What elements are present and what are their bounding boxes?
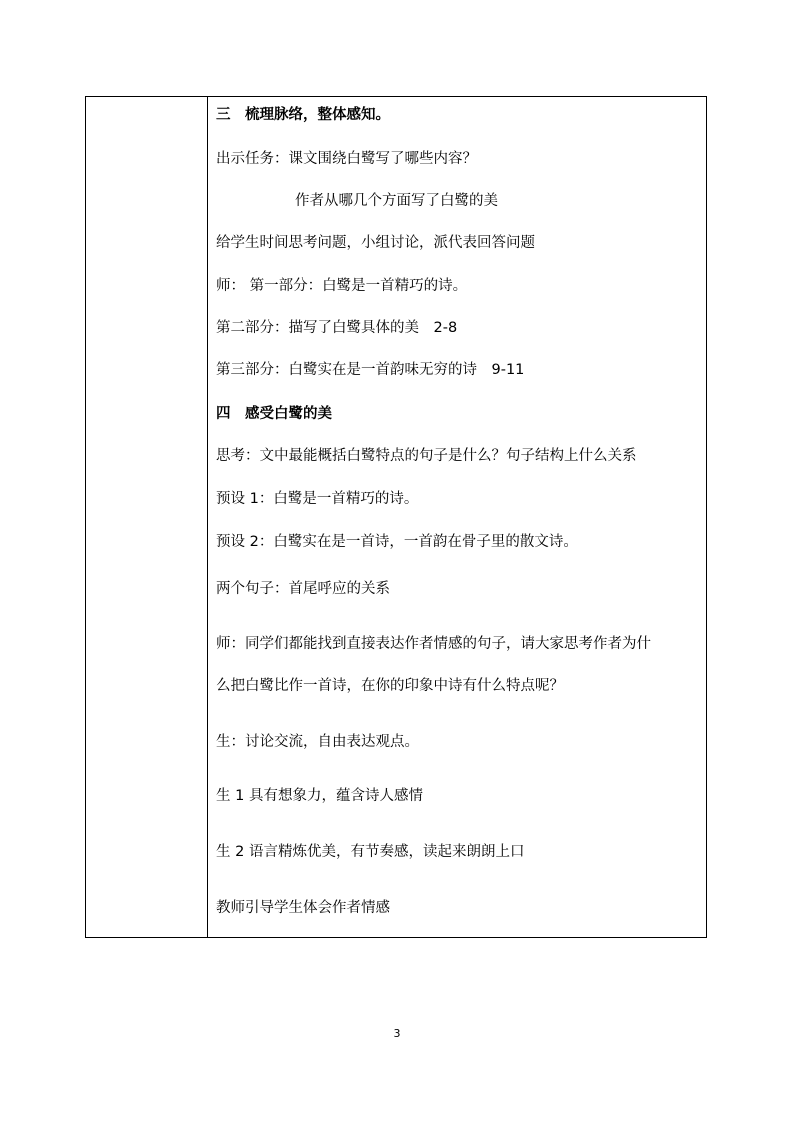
student-two-answer: 生 2 语言精炼优美，有节奏感，读起来朗朗上口 <box>216 844 525 860</box>
discussion-line: 给学生时间思考问题，小组讨论，派代表回答问题 <box>216 235 535 251</box>
teacher-part-one: 师： 第一部分：白鹭是一首精巧的诗。 <box>216 278 468 294</box>
part-two-line: 第二部分：描写了白鹭具体的美 2-8 <box>216 320 458 336</box>
student-discussion: 生：讨论交流，自由表达观点。 <box>216 734 419 750</box>
student-one-answer: 生 1 具有想象力，蕴含诗人感情 <box>216 788 423 804</box>
teacher-guidance: 教师引导学生体会作者情感 <box>216 900 390 916</box>
section-heading-four: 四 感受白鹭的美 <box>216 406 332 422</box>
preset-two: 预设 2：白鹭实在是一首诗，一首韵在骨子里的散文诗。 <box>216 534 578 550</box>
content-column-cell <box>208 97 706 937</box>
thinking-question: 思考：文中最能概括白鹭特点的句子是什么？句子结构上什么关系 <box>216 448 637 464</box>
part-three-line: 第三部分：白鹭实在是一首韵味无穷的诗 9-11 <box>216 362 525 378</box>
page-number: 3 <box>393 1027 401 1040</box>
left-column-cell <box>86 97 208 937</box>
task-line-continued: 作者从哪几个方面写了白鹭的美 <box>295 193 498 209</box>
preset-one: 预设 1：白鹭是一首精巧的诗。 <box>216 491 419 507</box>
lesson-plan-table <box>85 96 707 938</box>
task-line: 出示任务：课文围绕白鹭写了哪些内容？ <box>216 151 477 167</box>
teacher-question-line-2: 么把白鹭比作一首诗，在你的印象中诗有什么特点呢？ <box>216 678 564 694</box>
teacher-question-line-1: 师：同学们都能找到直接表达作者情感的句子，请大家思考作者为什 <box>216 636 651 652</box>
sentence-relation: 两个句子：首尾呼应的关系 <box>216 581 390 597</box>
section-heading-three: 三 梳理脉络，整体感知。 <box>216 107 390 123</box>
